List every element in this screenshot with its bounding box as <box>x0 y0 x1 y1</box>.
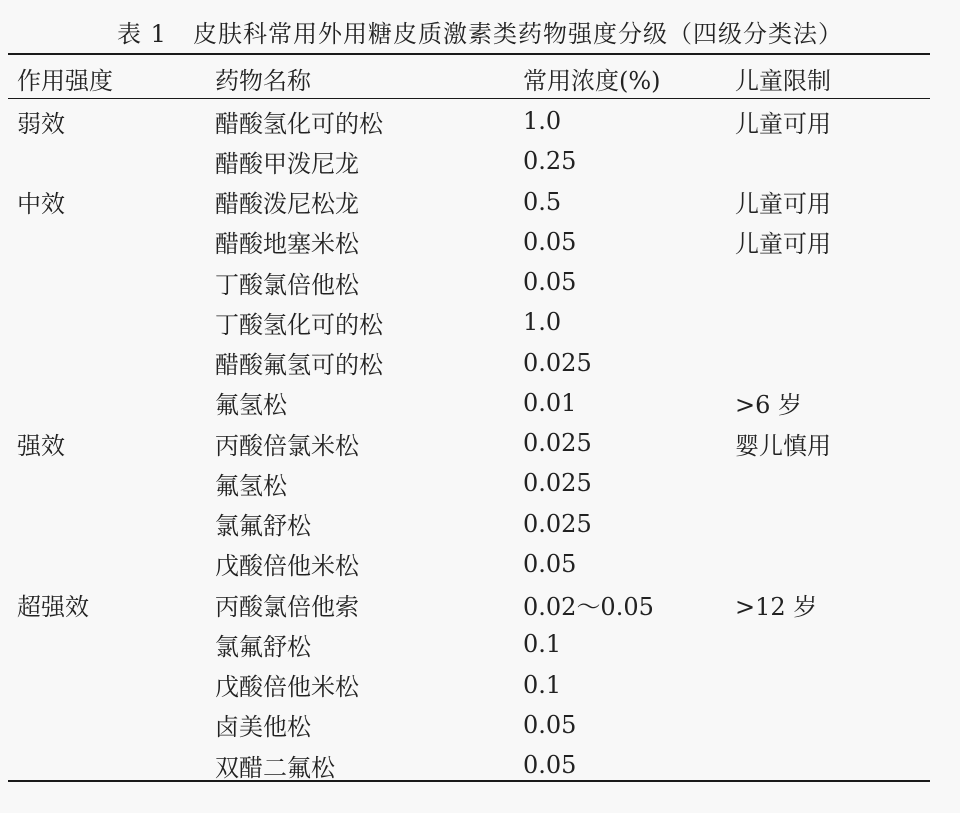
table-row <box>0 302 940 342</box>
table-row <box>0 504 940 544</box>
strength-cell: 超强效 <box>17 592 89 621</box>
header-child-restriction: 儿童限制 <box>735 66 831 95</box>
concentration-cell: 0.1 <box>523 630 562 659</box>
child-restriction-cell <box>734 463 940 503</box>
strength-cell <box>0 141 214 181</box>
drug-name-cell: 氟氢松 <box>215 471 287 500</box>
table-row <box>0 624 940 664</box>
strength-cell <box>0 262 214 302</box>
strength-cell <box>0 665 214 705</box>
child-restriction-cell <box>734 302 940 342</box>
child-restriction-cell <box>734 141 940 181</box>
drug-name-cell: 醋酸甲泼尼龙 <box>215 149 359 178</box>
child-restriction-cell: 儿童可用 <box>735 230 831 259</box>
table-row <box>0 262 940 302</box>
table-row <box>0 222 940 262</box>
strength-cell <box>0 745 214 785</box>
drug-name-cell: 戊酸倍他米松 <box>215 673 359 702</box>
table-row <box>0 383 940 423</box>
table-row <box>0 745 940 785</box>
table-row <box>0 463 940 503</box>
concentration-cell: 0.025 <box>523 469 592 498</box>
child-restriction-cell <box>734 504 940 544</box>
drug-name-cell: 氯氟舒松 <box>215 632 311 661</box>
drug-name-cell: 双醋二氟松 <box>215 753 335 782</box>
concentration-cell: 0.05 <box>523 227 577 256</box>
table-header <box>0 58 940 101</box>
strength-cell <box>0 705 214 745</box>
strength-cell <box>0 222 214 262</box>
table-row <box>0 141 940 181</box>
table-row <box>0 101 940 141</box>
child-restriction-cell: >6 岁 <box>735 391 803 420</box>
drug-name-cell: 丙酸倍氯米松 <box>215 431 359 460</box>
table-row <box>0 665 940 705</box>
strength-cell <box>0 624 214 664</box>
strength-cell <box>0 343 214 383</box>
child-restriction-cell <box>734 705 940 745</box>
drug-name-cell: 醋酸氢化可的松 <box>215 109 383 138</box>
child-restriction-cell: >12 岁 <box>735 592 818 621</box>
concentration-cell: 0.05 <box>523 710 577 739</box>
concentration-cell: 0.5 <box>523 187 562 216</box>
concentration-cell: 0.25 <box>523 147 577 176</box>
child-restriction-cell <box>734 544 940 584</box>
concentration-cell: 0.025 <box>523 429 592 458</box>
strength-cell <box>0 383 214 423</box>
table-row <box>0 584 940 624</box>
table-row <box>0 182 940 222</box>
drug-name-cell: 丙酸氯倍他索 <box>215 592 359 621</box>
child-restriction-cell: 儿童可用 <box>735 109 831 138</box>
table-body <box>0 101 940 785</box>
strength-cell <box>0 544 214 584</box>
drug-name-cell: 醋酸泼尼松龙 <box>215 190 359 219</box>
table-row <box>0 544 940 584</box>
child-restriction-cell <box>734 665 940 705</box>
concentration-cell: 0.1 <box>523 670 562 699</box>
concentration-cell: 0.05 <box>523 751 577 780</box>
strength-cell <box>0 302 214 342</box>
header-drug-name: 药物名称 <box>215 66 311 95</box>
child-restriction-cell <box>734 624 940 664</box>
strength-cell: 弱效 <box>17 109 65 138</box>
header-strength: 作用强度 <box>17 66 113 95</box>
drug-name-cell: 丁酸氯倍他松 <box>215 270 359 299</box>
drug-strength-table <box>0 58 940 785</box>
drug-name-cell: 氯氟舒松 <box>215 512 311 541</box>
drug-name-cell: 氟氢松 <box>215 391 287 420</box>
child-restriction-cell <box>734 745 940 785</box>
child-restriction-cell: 婴儿慎用 <box>735 431 831 460</box>
drug-name-cell: 丁酸氢化可的松 <box>215 310 383 339</box>
table-caption <box>0 14 960 49</box>
table-title: 皮肤科常用外用糖皮质激素类药物强度分级（四级分类法） <box>192 20 843 48</box>
child-restriction-cell <box>734 343 940 383</box>
concentration-cell: 0.05 <box>523 268 577 297</box>
concentration-cell: 1.0 <box>523 107 562 136</box>
table-number: 表 1 <box>117 20 167 48</box>
concentration-cell: 0.01 <box>523 388 577 417</box>
table-row <box>0 423 940 463</box>
strength-cell: 中效 <box>17 190 65 219</box>
concentration-cell: 0.05 <box>523 549 577 578</box>
strength-cell <box>0 463 214 503</box>
drug-name-cell: 卤美他松 <box>215 713 311 742</box>
top-rule <box>8 53 930 55</box>
child-restriction-cell <box>734 262 940 302</box>
table-row <box>0 343 940 383</box>
child-restriction-cell: 儿童可用 <box>735 190 831 219</box>
drug-name-cell: 醋酸地塞米松 <box>215 230 359 259</box>
header-concentration: 常用浓度(%) <box>523 66 661 95</box>
concentration-cell: 0.025 <box>523 509 592 538</box>
strength-cell <box>0 504 214 544</box>
strength-cell: 强效 <box>17 431 65 460</box>
concentration-cell: 1.0 <box>523 308 562 337</box>
concentration-cell: 0.02～0.05 <box>523 592 654 621</box>
concentration-cell: 0.025 <box>523 348 592 377</box>
header-row <box>0 58 940 98</box>
table-row <box>0 705 940 745</box>
drug-name-cell: 戊酸倍他米松 <box>215 552 359 581</box>
drug-name-cell: 醋酸氟氢可的松 <box>215 351 383 380</box>
